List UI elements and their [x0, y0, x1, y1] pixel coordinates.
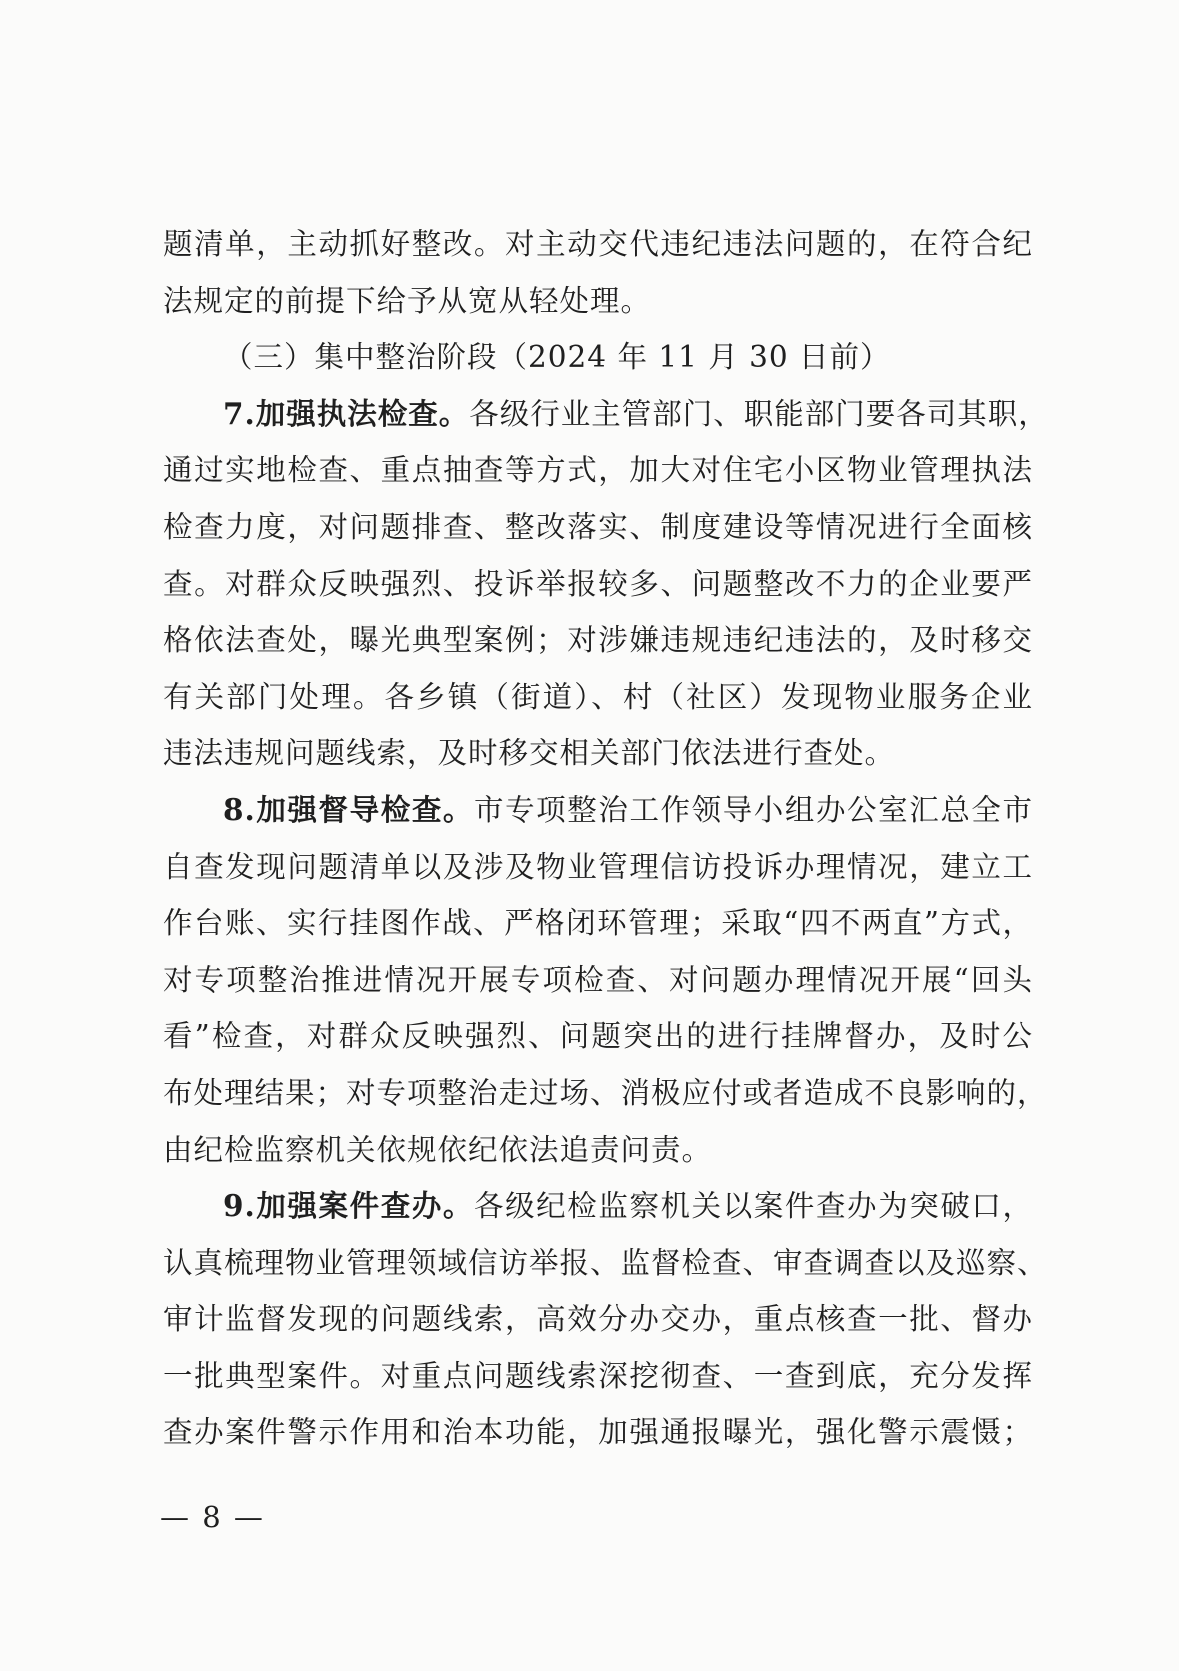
item-8-first-text: 市专项整治工作领导小组办公室汇总全市: [474, 792, 1033, 827]
item-9-first-text: 各级纪检监察机关以案件查办为突破口，: [474, 1189, 1033, 1224]
item-9-first-line: [163, 1178, 1033, 1235]
text-line: 违法违规问题线索，及时移交相关部门依法进行查处。: [163, 736, 896, 771]
text-line: 格依法查处，曝光典型案例；对涉嫌违规违纪违法的，及时移交: [163, 623, 1033, 658]
text-line: 自查发现问题清单以及涉及物业管理信访投诉办理情况，建立工: [163, 849, 1033, 884]
text-line: 布处理结果；对专项整治走过场、消极应付或者造成不良影响的，: [163, 1075, 1048, 1110]
text-line: 查办案件警示作用和治本功能，加强通报曝光，强化警示震慑；: [163, 1415, 1033, 1450]
text-line: 查。对群众反映强烈、投诉举报较多、问题整改不力的企业要严: [163, 566, 1033, 601]
text-line: 由纪检监察机关依规依纪依法追责问责。: [163, 1132, 713, 1167]
text-line: 有关部门处理。各乡镇（街道）、村（社区）发现物业服务企业: [163, 679, 1033, 714]
text-line: 看”检查，对群众反映强烈、问题突出的进行挂牌督办，及时公: [163, 1019, 1033, 1054]
document-body: [163, 216, 1049, 1461]
page-number: — 8 —: [160, 1500, 265, 1534]
item-8-first-line: [163, 782, 1033, 839]
text-line: 一批典型案件。对重点问题线索深挖彻查、一查到底，充分发挥: [163, 1358, 1033, 1393]
item-7-first-line: [163, 386, 1049, 443]
text-line: 作台账、实行挂图作战、严格闭环管理；采取“四不两直”方式，: [163, 906, 1033, 941]
item-9-title: 9.加强案件查办。: [223, 1188, 474, 1224]
text-line: 法规定的前提下给予从宽从轻处理。: [163, 283, 652, 318]
text-line: 认真梳理物业管理领域信访举报、监督检查、审查调查以及巡察、: [163, 1245, 1048, 1280]
item-7-first-text: 各级行业主管部门、职能部门要各司其职，: [469, 396, 1049, 431]
item-8-title: 8.加强督导检查。: [223, 791, 474, 827]
text-line: 通过实地检查、重点抽查等方式，加大对住宅小区物业管理执法: [163, 453, 1033, 488]
text-line: 题清单，主动抓好整改。对主动交代违纪违法问题的，在符合纪: [163, 227, 1033, 261]
text-line: 审计监督发现的问题线索，高效分办交办，重点核查一批、督办: [163, 1302, 1033, 1337]
item-7-title: 7.加强执法检查。: [223, 395, 470, 431]
text-line: 对专项整治推进情况开展专项检查、对问题办理情况开展“回头: [163, 962, 1033, 997]
text-line: 检查力度，对问题排查、整改落实、制度建设等情况进行全面核: [163, 509, 1033, 544]
section-heading: （三）集中整治阶段（2024 年 11 月 30 日前）: [223, 340, 891, 375]
